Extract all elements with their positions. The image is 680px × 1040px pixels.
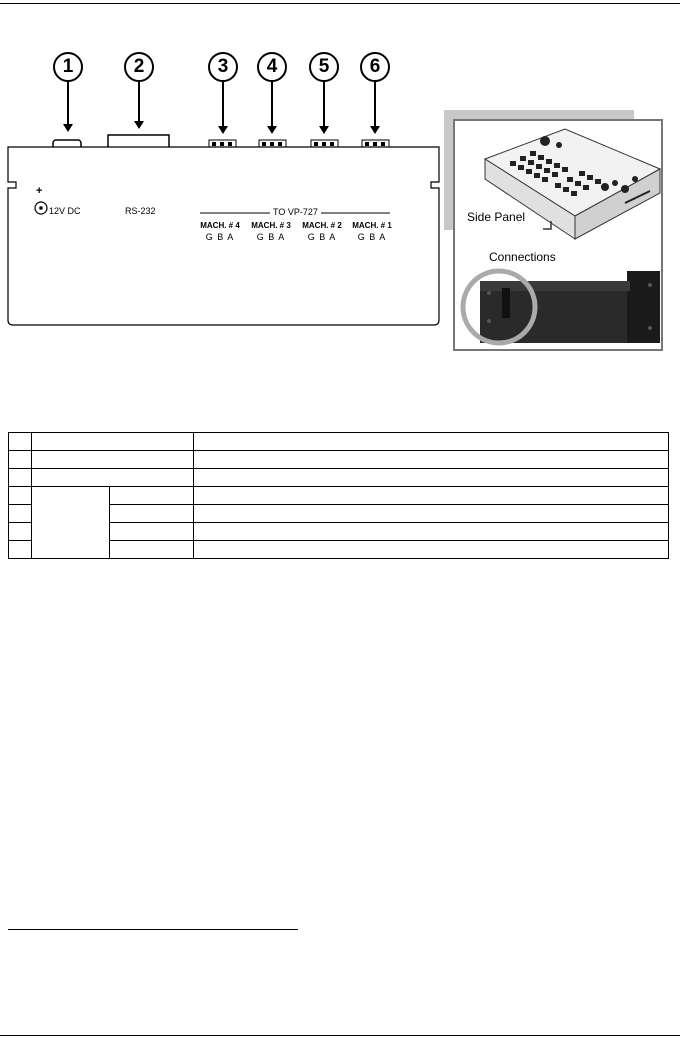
table-cell-description <box>194 505 669 523</box>
table-cell-item <box>32 469 194 487</box>
callout-4: 4 <box>257 52 287 82</box>
table-cell-number <box>9 505 32 523</box>
table-cell-description <box>194 487 669 505</box>
machine-4-pins: G B A <box>205 232 235 242</box>
machine-3-pins: G B A <box>256 232 286 242</box>
to-vp727-label: TO VP-727 <box>273 207 318 217</box>
photo-frame <box>453 119 663 351</box>
table-row <box>9 433 669 451</box>
dc-plus-sign: + <box>36 185 43 197</box>
table-cell-subitem <box>110 541 194 559</box>
table-cell-subitem <box>110 505 194 523</box>
table-cell-description <box>194 523 669 541</box>
callout-5: 5 <box>309 52 339 82</box>
connections-label: Connections <box>489 250 556 264</box>
leader-line-3 <box>222 82 224 127</box>
panel-outline <box>0 130 450 330</box>
rs232-label: RS-232 <box>125 206 156 216</box>
machine-2-pins: G B A <box>307 232 337 242</box>
table-cell-number <box>9 469 32 487</box>
footnote-rule <box>8 929 298 930</box>
table-cell-description <box>194 469 669 487</box>
leader-line-6 <box>374 82 376 127</box>
leader-line-5 <box>323 82 325 127</box>
table-row <box>9 469 669 487</box>
table-cell-item <box>32 451 194 469</box>
callout-3: 3 <box>208 52 238 82</box>
callout-1: 1 <box>53 52 83 82</box>
side-panel-photo <box>455 263 661 351</box>
leader-line-2 <box>138 82 140 122</box>
table-cell-item <box>32 433 194 451</box>
table-cell-description <box>194 451 669 469</box>
table-cell-group <box>32 487 110 559</box>
callout-6: 6 <box>360 52 390 82</box>
table-cell-subitem <box>110 487 194 505</box>
table-cell-number <box>9 523 32 541</box>
machine-3-label: MACH. # 3 <box>251 221 291 230</box>
table-row <box>9 487 669 505</box>
machine-1-pins: G B A <box>357 232 387 242</box>
footer-rule <box>0 1035 680 1036</box>
table-cell-subitem <box>110 523 194 541</box>
machine-1-label: MACH. # 1 <box>352 221 392 230</box>
table-cell-number <box>9 541 32 559</box>
arrow-2 <box>134 121 144 129</box>
table-row <box>9 451 669 469</box>
machine-4-label: MACH. # 4 <box>200 221 240 230</box>
side-panel-label: Side Panel <box>467 210 526 224</box>
table-cell-number <box>9 487 32 505</box>
product-photo-inset <box>444 110 634 354</box>
machine-2-label: MACH. # 2 <box>302 221 342 230</box>
table-cell-number <box>9 433 32 451</box>
leader-line-1 <box>67 82 69 125</box>
header-rule <box>0 3 680 4</box>
callout-2: 2 <box>124 52 154 82</box>
connector-table <box>8 432 669 559</box>
switcher-device-drawing <box>455 121 661 251</box>
leader-line-4 <box>271 82 273 127</box>
table-cell-description <box>194 433 669 451</box>
table-cell-description <box>194 541 669 559</box>
power-label: 12V DC <box>49 206 81 216</box>
table-cell-number <box>9 451 32 469</box>
